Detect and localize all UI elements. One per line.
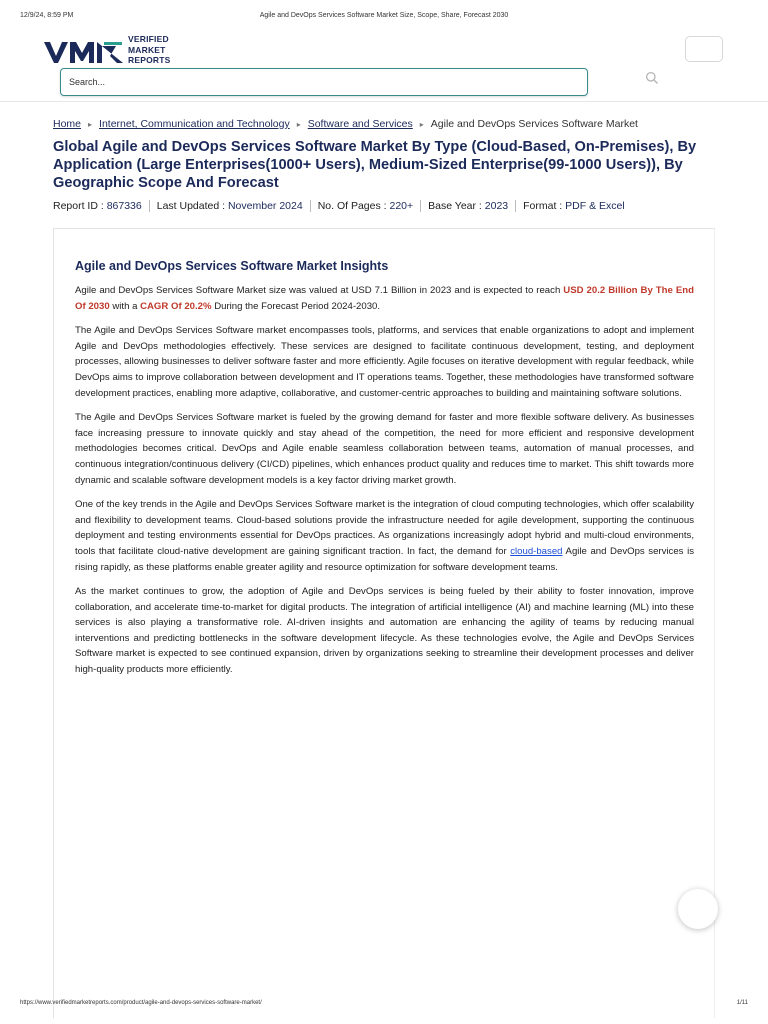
print-title: Agile and DevOps Services Software Market Size, Scope, Share, Forecast 2030: [259, 12, 509, 19]
cagr-highlight: CAGR Of 20.2%: [140, 300, 212, 312]
print-date: 12/9/24, 8:59 PM: [20, 12, 74, 19]
search-box: [60, 68, 588, 96]
paragraph-text: Agile and DevOps services is rising rapidly, as these platforms enable greater agility and resource optimization for software development teams.: [75, 545, 694, 573]
chevron-right-icon: ▸: [419, 119, 424, 129]
menu-button[interactable]: [685, 36, 723, 62]
meta-last-updated-value: November 2024: [227, 200, 303, 212]
meta-format: [515, 200, 632, 212]
logo-line-2: MARKET: [128, 44, 166, 55]
insights-paragraph: [75, 497, 694, 575]
site-header: [0, 30, 768, 102]
breadcrumb-home[interactable]: Home: [53, 118, 82, 130]
chevron-right-icon: ▸: [88, 119, 93, 129]
vmr-logo-icon: [44, 36, 124, 64]
insights-body: [75, 283, 694, 687]
meta-report-id-label: Report ID :: [53, 200, 104, 212]
breadcrumb: [53, 118, 638, 130]
insights-paragraph: [75, 283, 694, 314]
print-url: https://www.verifiedmarketreports.com/product/agile-and-devops-services-software-market/: [20, 1000, 262, 1006]
insights-paragraph: The Agile and DevOps Services Software market is fueled by the growing demand for faster and more flexible software delivery. As businesses face increasing pressure to innovate quickly and stay ahead of the competition, the need for more efficient and responsive development methodologies becomes critical. DevOps and Agile enable seamless collaboration between teams, automation of manual processes, and continuous integration/continuous delivery (CI/CD) pipelines, which enhances product quality and reduces time to market. This shift towards more dynamic and scalable software development models is a key factor driving market growth.: [75, 412, 694, 486]
breadcrumb-category[interactable]: Internet, Communication and Technology: [99, 118, 290, 130]
logo-line-1: VERIFIED: [128, 34, 169, 44]
meta-last-updated-label: Last Updated :: [156, 200, 226, 212]
print-page-number: 1/11: [736, 1000, 748, 1006]
paragraph-text: One of the key trends in the Agile and DevOps Services Software market is the integration of cloud computing technologies, which offer scalability and flexibility to development teams. Cloud-based solutions provide the infrastructure needed for agile development, supporting the continuous deployment and testing environments essential for DevOps practices. As organizations increasingly adopt hybrid and multi-cloud environments, tools that facilitate cloud-native development are gaining significant traction. In fact, the demand for: [75, 499, 694, 557]
meta-pages-label: No. Of Pages :: [317, 200, 387, 212]
meta-base-year-value: 2023: [484, 200, 509, 212]
insights-paragraph: As the market continues to grow, the adoption of Agile and DevOps services is being fueled by their ability to foster innovation, improve collaboration, and accelerate time-to-market for digital products. The integration of artificial intelligence (AI) and machine learning (ML) into these services is also playing a transformative role. AI-driven insights and automation are enhancing the agility of teams by reducing manual interventions and predicting bottlenecks in the software development lifecycle. As these technologies evolve, the Agile and DevOps Services Software market is expected to see continued expansion, driven by organizations seeking to streamline their development processes and deliver high-quality products more efficiently.: [75, 586, 694, 676]
market-size-text: During the Forecast Period 2024-2030.: [211, 300, 381, 312]
meta-base-year-label: Base Year :: [428, 200, 482, 212]
breadcrumb-current: Agile and DevOps Services Software Market: [430, 118, 638, 130]
search-input[interactable]: [61, 69, 587, 95]
meta-format-label: Format :: [523, 200, 563, 212]
meta-pages: [310, 200, 420, 212]
cloud-based-link[interactable]: cloud-based: [510, 545, 563, 557]
breadcrumb-subcategory[interactable]: Software and Services: [307, 118, 413, 130]
forecast-value-highlight: USD 20.2 Billion By The End Of 2030: [75, 285, 694, 312]
meta-last-updated: [149, 200, 310, 212]
market-size-text: Agile and DevOps Services Software Market size was valued at USD 7.1 Billion in 2023 and is expected to reach: [75, 285, 564, 296]
meta-base-year: [420, 200, 515, 212]
print-footer: [0, 1000, 768, 1010]
print-header: [0, 12, 768, 24]
page-title: Global Agile and DevOps Services Software Market By Type (Cloud-Based, On-Premises), By Application (Large Enterprises(1000+ Users), Medium-Sized Enterprise(99-1000 Users)), By Geographic Scope And Forecast: [53, 139, 697, 191]
search-icon[interactable]: [645, 71, 659, 85]
meta-pages-value: 220+: [389, 200, 414, 212]
logo-line-3: REPORTS: [128, 55, 171, 65]
meta-report-id-value: 867336: [106, 200, 142, 212]
meta-report-id: [53, 200, 149, 212]
floating-action-button[interactable]: [678, 889, 718, 929]
chevron-right-icon: ▸: [296, 119, 301, 129]
insights-paragraph: The Agile and DevOps Services Software market encompasses tools, platforms, and services that enable organizations to adopt and implement Agile and DevOps methodologies effectively. These services are designed to facilitate continuous development, testing, and deployment processes, allowing businesses to deliver software faster and more efficiently. Agile focuses on iterative development with regular feedback, while DevOps aims to improve collaboration between development and IT operations teams. Together, these methodologies have transformed software development practices, enabling more adaptive, collaborative, and customer-centric approaches to building and maintaining software solutions.: [75, 325, 694, 399]
site-logo[interactable]: [44, 34, 171, 66]
insights-card: [53, 228, 715, 1018]
logo-wordmark: [128, 34, 171, 66]
market-size-text: with a: [109, 300, 141, 312]
report-meta: [53, 200, 632, 212]
meta-format-value: PDF & Excel: [565, 200, 625, 212]
insights-heading: Agile and DevOps Services Software Market Insights: [75, 259, 389, 273]
